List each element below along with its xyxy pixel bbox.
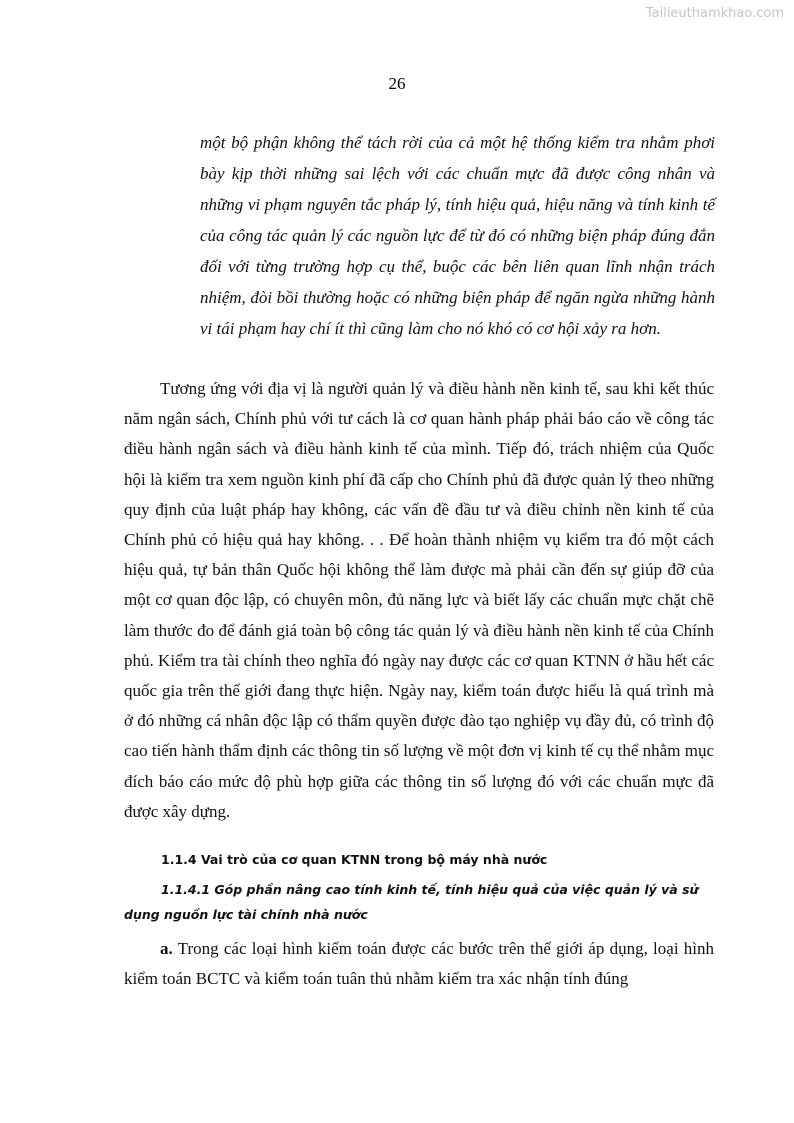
paragraph-2-text: Trong các loại hình kiểm toán được các bước trên thế giới áp dụng, loại hình kiểm toán BCTC và kiểm toán tuân thủ nhằm kiểm tra xác nhận tính đúng (124, 939, 714, 989)
body-paragraph-2 (124, 934, 714, 994)
watermark: Tailieuthamkhao.com (645, 6, 784, 21)
quote-paragraph: một bộ phận không thể tách rời của cả một hệ thống kiểm tra nhằm phơi bày kịp thời những sai lệch với các chuẩn mực đã được công nhân và những vi phạm nguyên tắc pháp lý, tính hiệu quả, hiệu năng và tính kinh tế của công tác quản lý các nguồn lực để từ đó có những biện pháp đúng đắn đối với từng trường hợp cụ thể, buộc các bên liên quan lĩnh nhận trách nhiệm, đòi bồi thường hoặc có những biện pháp để ngăn ngừa những hành vi tái phạm hay chí ít thì cũng làm cho nó khó có cơ hội xảy ra hơn. (200, 133, 715, 338)
section-heading-1-1-4: 1.1.4 Vai trò của cơ quan KTNN trong bộ máy nhà nước (161, 852, 548, 867)
section-heading-1-1-4-1-line-2: dụng nguồn lực tài chính nhà nước (124, 907, 368, 922)
page-number: 26 (388, 74, 406, 93)
section-heading-1-1-4-1-line-1: 1.1.4.1 Góp phần nâng cao tính kinh tế, tính hiệu quả của việc quản lý và sử (161, 882, 699, 897)
paragraph-2-lead: a. (160, 939, 173, 958)
body-paragraph-1: Tương ứng với địa vị là người quản lý và điều hành nền kinh tế, sau khi kết thúc năm ngân sách, Chính phủ với tư cách là cơ quan hành pháp phải báo cáo về công tác điều hành ngân sách và điều hành kinh tế của mình. Tiếp đó, trách nhiệm của Quốc hội là kiểm tra xem nguồn kinh phí đã cấp cho Chính phủ đã được quản lý theo những quy định của luật pháp hay không, các vấn đề đầu tư và điều chỉnh nền kinh tế của Chính phủ có hiệu quả hay không. . . Để hoàn thành nhiệm vụ kiểm tra đó một cách hiệu quả, tự bản thân Quốc hội không thể làm được mà phải cần đến sự giúp đỡ của một cơ quan độc lập, có chuyên môn, đủ năng lực và biết lấy các chuẩn mực chặt chẽ làm thước đo để đánh giá toàn bộ công tác quản lý và điều hành nền kinh tế của Chính phủ. Kiểm tra tài chính theo nghĩa đó ngày nay được các cơ quan KTNN ở hầu hết các quốc gia trên thế giới đang thực hiện. Ngày nay, kiểm toán được hiểu là quá trình mà ở đó những cá nhân độc lập có thẩm quyền được đào tạo nghiệp vụ đầy đủ, có trình độ cao tiến hành thẩm định các thông tin số lượng về một đơn vị kinh tế cụ thể nhằm mục đích báo cáo mức độ phù hợp giữa các thông tin số lượng đó với các chuẩn mực đã được xây dựng. (124, 379, 714, 821)
